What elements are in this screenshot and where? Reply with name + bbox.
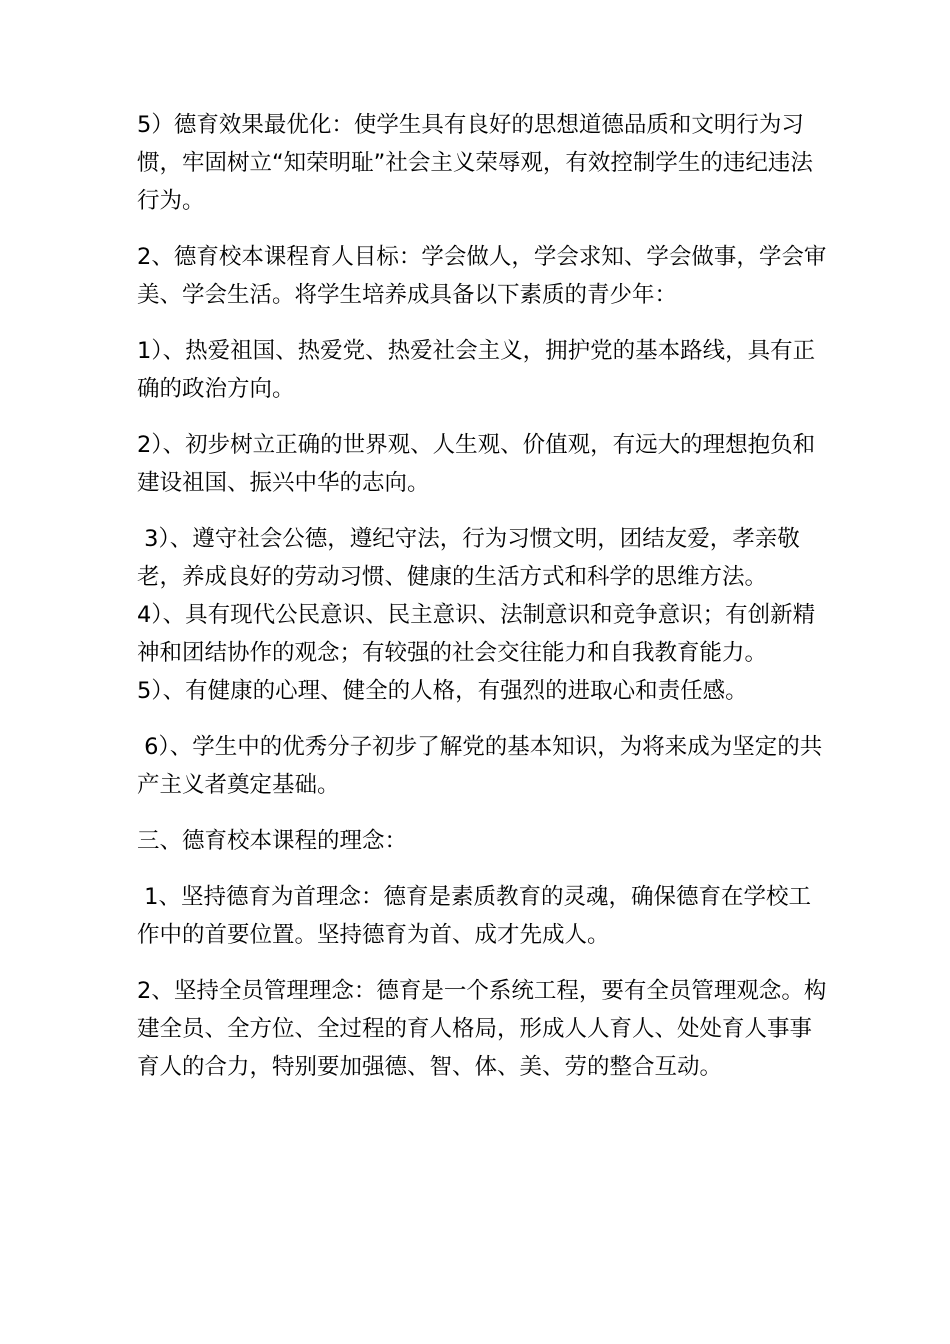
paragraph-concept-2: 2、坚持全员管理理念：德育是一个系统工程，要有全员管理观念。构建全员、全方位、全过程的育人格局，形成人人育人、处处育人事事育人的合力，特别要加强德、智、体、美、劳的整合互动。: [137, 978, 827, 1080]
paragraph-item-5: 5）、有健康的心理、健全的人格，有强烈的进取心和责任感。: [137, 678, 748, 704]
paragraph-goal-2: 2、德育校本课程育人目标：学会做人，学会求知、学会做事，学会审美、学会生活。将学生培养成具备以下素质的青少年：: [137, 244, 827, 308]
paragraph-item-1: 1）、热爱祖国、热爱党、热爱社会主义，拥护党的基本路线，具有正确的政治方向。: [137, 338, 816, 402]
document-page: [137, 106, 827, 1086]
paragraph-item-6: 6）、学生中的优秀分子初步了解党的基本知识，为将来成为坚定的共产主义者奠定基础。: [137, 734, 823, 798]
paragraph-concept-1: 1、坚持德育为首理念：德育是素质教育的灵魂，确保德育在学校工作中的首要位置。坚持德育为首、成才先成人。: [137, 884, 811, 948]
paragraph-item-3: 3）、遵守社会公德，遵纪守法，行为习惯文明，团结友爱，孝亲敬老，养成良好的劳动习惯、健康的生活方式和科学的思维方法。: [137, 526, 800, 590]
paragraph-item-4: 4）、具有现代公民意识、民主意识、法制意识和竞争意识；有创新精神和团结协作的观念；有较强的社会交往能力和自我教育能力。: [137, 602, 816, 666]
paragraph-item-2: 2）、初步树立正确的世界观、人生观、价值观，有远大的理想抱负和建设祖国、振兴中华的志向。: [137, 432, 816, 496]
section-heading-3: 三、德育校本课程的理念：: [137, 828, 408, 854]
paragraph-moral-effect: 5）德育效果最优化：使学生具有良好的思想道德品质和文明行为习惯，牢固树立“知荣明耻”社会主义荣辱观，有效控制学生的违纪违法行为。: [137, 112, 813, 214]
